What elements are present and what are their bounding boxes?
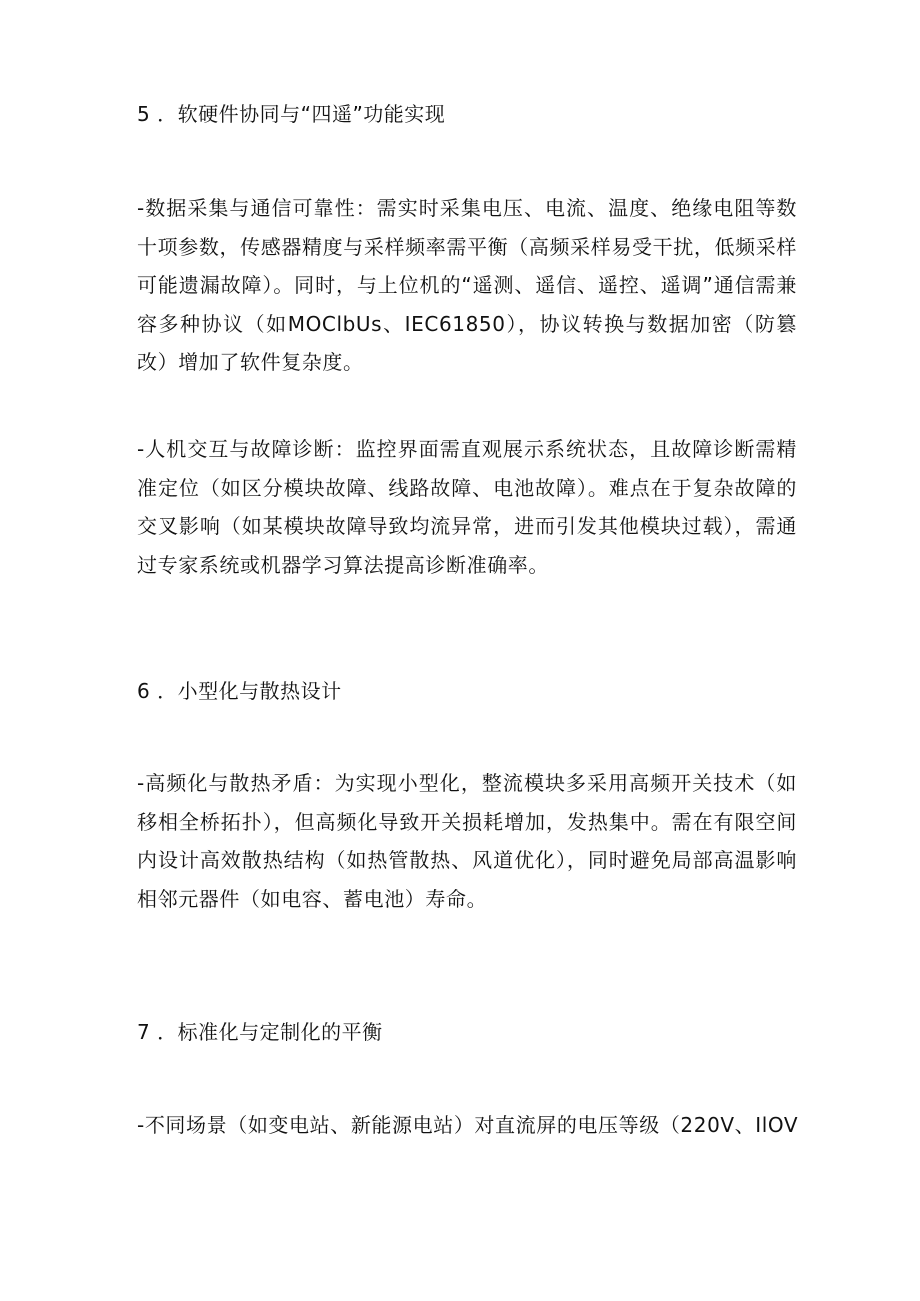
paragraph-standardization: -不同场景（如变电站、新能源电站）对直流屏的电压等级（220V、IlOV bbox=[137, 1113, 799, 1137]
section-heading-5: 5 ．软硬件协同与“四遥”功能实现 bbox=[137, 102, 446, 126]
paragraph-heat-dissipation: -高频化与散热矛盾：为实现小型化，整流模块多采用高频开关技术（如移相全桥拓扑），但高频化导致开关损耗增加，发热集中。需在有限空间内设计高效散热结构（如热管散热、风道优化），同时避免局部高温影响相邻元器件（如电容、蓄电池）寿命。 bbox=[137, 771, 797, 911]
section-heading-6: 6 ．小型化与散热设计 bbox=[137, 679, 342, 703]
paragraph-hmi-diagnosis: -人机交互与故障诊断：监控界面需直观展示系统状态，且故障诊断需精准定位（如区分模块故障、线路故障、电池故障）。难点在于复杂故障的交叉影响（如某模块故障导致均流异常，进而引发其他模块过载），需通过专家系统或机器学习算法提高诊断准确率。 bbox=[137, 437, 797, 577]
paragraph-data-acquisition: -数据采集与通信可靠性：需实时采集电压、电流、温度、绝缘电阻等数十项参数，传感器精度与采样频率需平衡（高频采样易受干扰，低频采样可能遗漏故障）。同时，与上位机的“遥测、遥信、遥控、遥调”通信需兼容多种协议（如MOClbUs、IEC61850），协议转换与数据加密（防篡改）增加了软件复杂度。 bbox=[137, 196, 797, 374]
section-heading-7: 7 ．标准化与定制化的平衡 bbox=[137, 1020, 383, 1044]
